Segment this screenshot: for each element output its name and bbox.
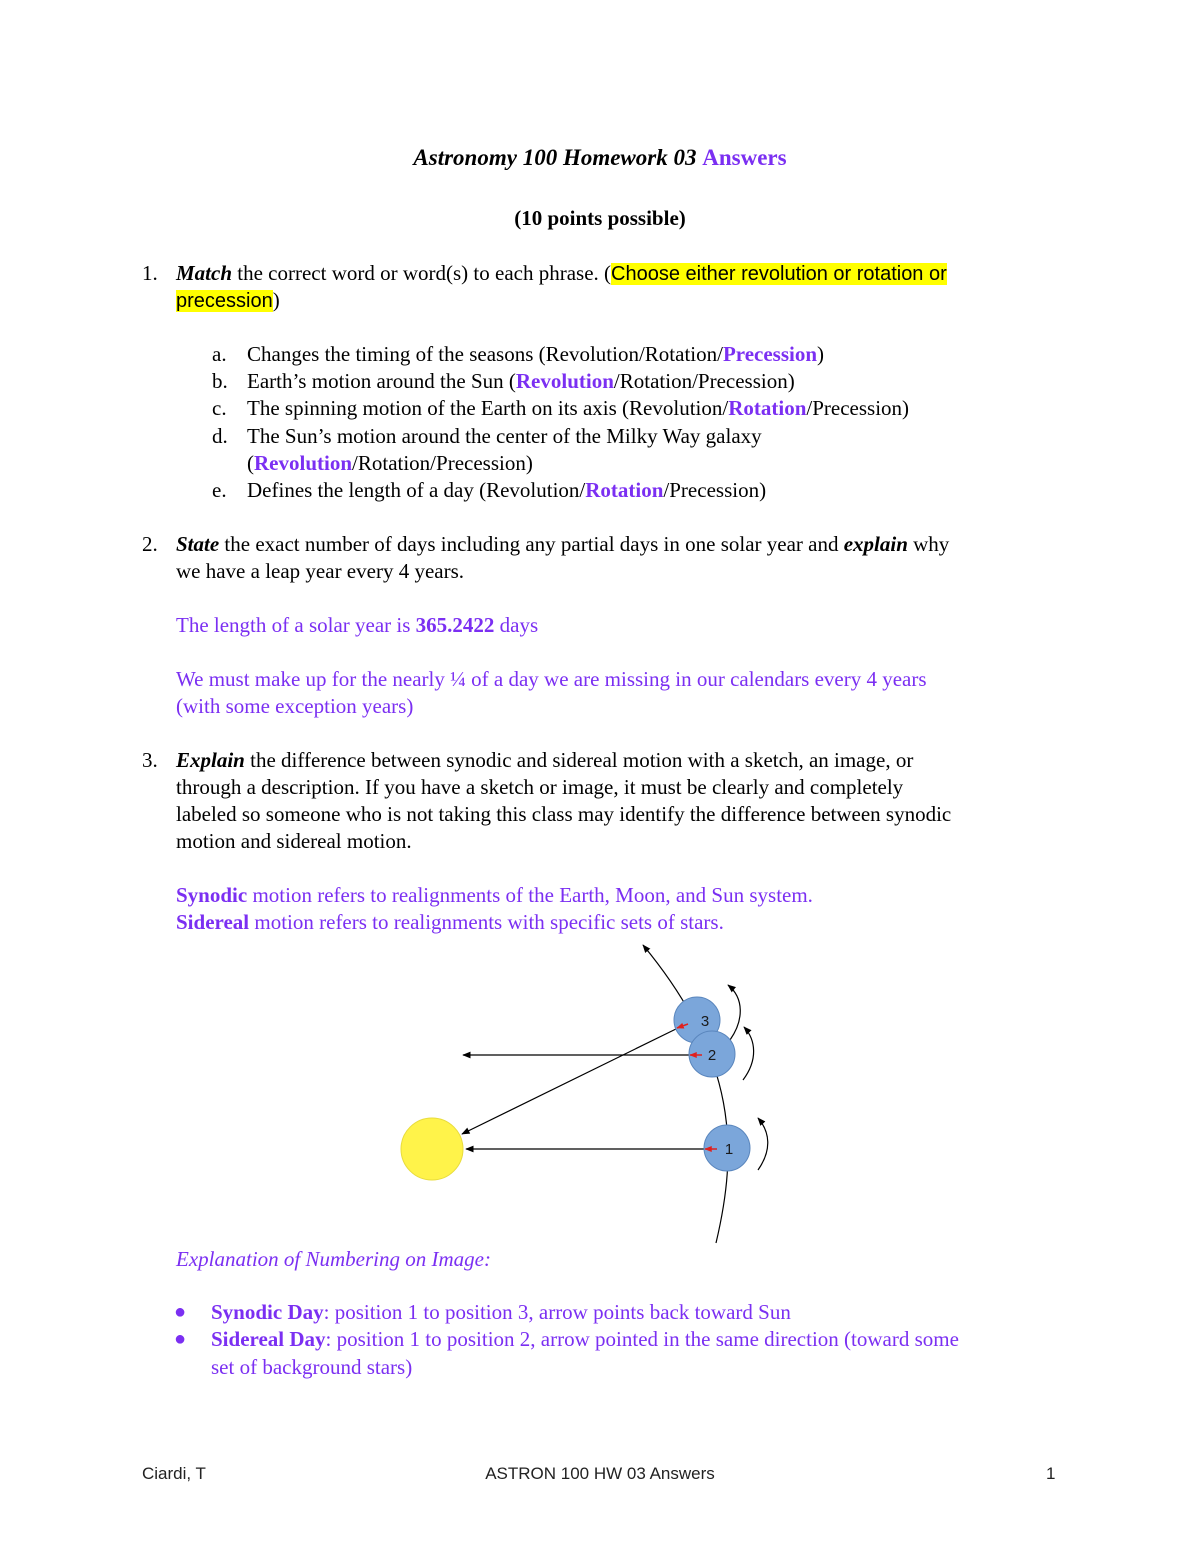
answer-text: The length of a solar year is	[176, 613, 416, 637]
sidereal-text: motion refers to realignments with specific sets of stars.	[249, 910, 724, 934]
synodic-text: motion refers to realignments of the Earth, Moon, and Sun system.	[247, 883, 813, 907]
q1-item-letter: c.	[212, 396, 227, 420]
label-position-3: 3	[700, 1013, 710, 1030]
item-text-after: /Rotation/Precession)	[352, 451, 533, 475]
label-position-1: 1	[724, 1141, 734, 1158]
q2-text1: the exact number of days including any partial days in one solar year and	[219, 532, 844, 556]
item-text: Earth’s motion around the Sun (	[247, 369, 516, 393]
q1-item-letter: a.	[212, 342, 227, 366]
rotation-arrow-1	[758, 1118, 768, 1170]
q3-verb: Explain	[176, 748, 245, 772]
item-answer: Precession	[722, 342, 818, 366]
item-text: Defines the length of a day (Revolution/	[247, 478, 586, 502]
bullet-icon: ●	[174, 1301, 187, 1323]
item-answer: Revolution	[515, 369, 614, 393]
item-answer: Rotation	[728, 396, 807, 420]
title-accent: Answers	[702, 145, 787, 170]
q2-answer-2-line2: (with some exception years)	[176, 694, 414, 718]
bullet-term: Sidereal Day	[211, 1327, 326, 1351]
item-text: The spinning motion of the Earth on its axis (Revolution/	[247, 396, 729, 420]
bullet-synodic-day	[211, 1299, 1071, 1326]
label-position-2: 2	[707, 1047, 717, 1064]
footer-title: ASTRON 100 HW 03 Answers	[485, 1464, 715, 1483]
item-text: (	[247, 451, 254, 475]
bullet-sidereal-day-line2: set of background stars)	[211, 1355, 413, 1379]
q3-prompt-line3: labeled so someone who is not taking this class may identify the difference between synodic	[176, 802, 952, 826]
q1-highlight-1: Choose either revolution or rotation or	[611, 263, 947, 285]
bullet-sidereal-day	[211, 1326, 1071, 1353]
title-main: Astronomy 100 Homework 03	[413, 145, 697, 170]
item-text-after: /Precession)	[663, 478, 767, 502]
q1-highlight-2: precession	[176, 290, 273, 312]
q1-text: the correct word or word(s) to each phrase. (	[232, 261, 612, 285]
sidereal-term: Sidereal	[176, 910, 250, 934]
item-answer: Rotation	[585, 478, 664, 502]
orbit-path	[643, 945, 728, 1243]
item-text-after: )	[817, 342, 825, 366]
q1-item-letter: b.	[212, 369, 228, 393]
bullet-text: : position 1 to position 2, arrow pointed in the same direction (toward some	[325, 1327, 959, 1351]
q1-number: 1.	[142, 261, 158, 285]
q1-verb: Match	[176, 261, 233, 285]
q1-close: )	[272, 288, 280, 312]
q2-verb-explain: explain	[843, 532, 908, 556]
item-text: Changes the timing of the seasons (Revolution/Rotation/	[247, 342, 723, 366]
rotation-arrow-3	[728, 985, 740, 1040]
synodic-term: Synodic	[176, 883, 248, 907]
q3-prompt-line4: motion and sidereal motion.	[176, 829, 412, 853]
rotation-arrow-2	[743, 1027, 754, 1080]
footer-page-number: 1	[1046, 1464, 1056, 1483]
q2-prompt-line2: we have a leap year every 4 years.	[176, 559, 465, 583]
q1-item-letter: e.	[212, 478, 227, 502]
q1-item-d-line1: The Sun’s motion around the center of the Milky Way galaxy	[247, 424, 762, 448]
answer-unit: days	[494, 613, 539, 637]
q1-item-letter: d.	[212, 424, 228, 448]
bullet-icon: ●	[174, 1328, 187, 1350]
item-text-after: /Precession)	[806, 396, 910, 420]
points-possible: (10 points possible)	[514, 206, 686, 230]
footer-author: Ciardi, T	[142, 1464, 206, 1483]
q3-text: the difference between synodic and sidereal motion with a sketch, an image, or	[244, 748, 914, 772]
q2-verb-state: State	[176, 532, 220, 556]
q2-number: 2.	[142, 532, 158, 556]
q2-answer-2-line1: We must make up for the nearly ¼ of a day we are missing in our calendars every 4 years	[176, 667, 927, 691]
line-position3-to-sun	[462, 1028, 678, 1134]
q3-number: 3.	[142, 748, 158, 772]
item-answer: Revolution	[254, 451, 353, 475]
solar-year-value: 365.2422	[415, 613, 495, 637]
sun	[401, 1118, 463, 1180]
item-text-after: /Rotation/Precession)	[613, 369, 795, 393]
bullet-text: : position 1 to position 3, arrow points back toward Sun	[323, 1300, 791, 1324]
q3-prompt-line2: through a description. If you have a sketch or image, it must be clearly and completely	[176, 775, 904, 799]
explanation-heading: Explanation of Numbering on Image:	[176, 1247, 491, 1271]
q2-text2: why	[907, 532, 950, 556]
bullet-term: Synodic Day	[211, 1300, 324, 1324]
